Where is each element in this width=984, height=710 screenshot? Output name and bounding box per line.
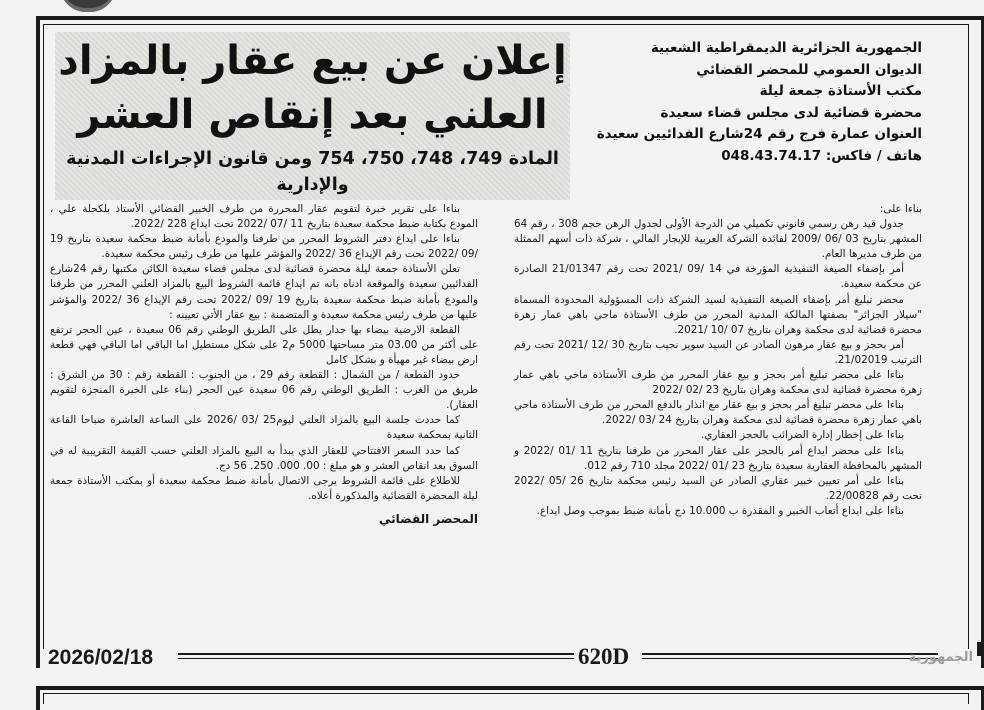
signature: المحضر القضائي: [378, 511, 478, 526]
paragraph: جدول قيد رهن رسمي قانوني تكميلي من الدرجة الأولى لجدول الرهن حجم 308 ، رقم 64 المشهر بتاريخ 03 /06 /2009 لفائدة الشركة العربية للإيجار المالي ، شركة ذات أسهم الممثلة من طرف مديرها العام.: [514, 218, 922, 261]
title-line-1: إعلان عن بيع عقار بالمزاد: [58, 38, 567, 84]
paragraph: أمر بحجز و بيع عقار مرهون الصادر عن السيد سوير نجيب بتاريخ 30 /12 /2021 تحت رقم الترتيب 21/02019.: [514, 338, 922, 366]
paragraph: كما حدد السعر الافتتاحي للعقار الذي يبدأ به البيع بالمزاد العلني حسب القيمة التقريبية له في السوق بعد انقاص العشر و هو مبلغ : 00. 000. 250. 56 دج.: [50, 444, 478, 472]
header-line: العنوان عمارة فرج رقم 24شارع الفدائيين سعيدة: [596, 126, 922, 142]
publication-date: 2026/02/18: [48, 646, 154, 669]
header-line: الديوان العمومي للمحضر القضائي: [696, 61, 922, 78]
paragraph: بناءا على محضر تبليغ أمر بحجز و بيع عقار المحرر من طرف الأستاذة ماحي باهي عمار زهرة محضرة قضائية لدى محكمة وهران بتاريخ 23 /02 /2022: [514, 369, 922, 397]
frame-corner-right: [977, 642, 981, 656]
paragraph: تعلن الأستاذة جمعة ليلة محضرة قضائية لدى مجلس قضاء سعيدة الكائن مكتبها رقم 24شارع الفدائيين سعيدة والموقعة ادناه بانه تم ايداع قائمة الشروط البيع بالمزاد العلني المحرر من طرفنا والمودع بأمانة ضبط محكمة سعيدة بتاريخ 19 /09 /2022 تحت رقم الإيداع 36 /2022 والمؤشر عليها من طرف رئيس محكمة سعيدة و المتضمنة : بيع عقار الأتي تعيينه :: [50, 263, 478, 321]
paragraph: بناءا على إخطار إدارة الضرائب بالحجز العقاري.: [700, 429, 904, 442]
frame-corner-left: [36, 642, 40, 656]
paragraph: القطعة الارضية بيضاء بها جدار يطل على الطريق الوطني رقم 06 سعيدة ، عين الحجر ترتفع على أكثر من 03.00 متر مساحتها 5000 م2 على شكل مستطيل اما الباقي اما الباقي فهي قطعة ارض بيضاء غير مهيأة و بشكل كامل: [50, 323, 478, 366]
paragraph: محضر تبليغ أمر بإضفاء الصيغة التنفيذية لسيد الشركة ذات المسؤولية المحدودة المسماة "سيلار الجزائر" بصفتها المالكة المدنية المحرر من طرف الأستاذة ماحي باهي عمار زهرة محضرة قضائية لدى محكمة وهران بتاريخ 07 /10 /2021.: [514, 293, 922, 336]
paragraph: للاطلاع على قائمة الشروط يرجى الاتصال بأمانة ضبط محكمة سعيدة أو بمكتب الأستاذة جمعة ليلة المحضرة القضائية والمذكورة أعلاه.: [50, 474, 478, 502]
header-line: الجمهورية الجزائرية الديمقراطية الشعبية: [650, 40, 922, 56]
announcement-code: 620D: [578, 644, 630, 669]
paragraph: أمر بإضفاء الصيغة التنفيذية المؤرخة في 14 /09 /2021 تحت رقم 21/01347 الصادرة عن محكمة سعيدة.: [514, 263, 922, 291]
paragraph: بناءا على محضر ايداع أمر بالحجز على عقار المحرر من طرفنا بتاريخ 11 /01 /2022 و المشهر بالمحافظة العقارية سعيدة بتاريخ 23 /01 /2022 مجلد 710 رقم 012.: [514, 444, 922, 472]
footer-rule: [178, 653, 574, 659]
header-line: محضرة قضائية لدى مجلس قضاء سعيدة: [660, 104, 922, 121]
right-column: [514, 202, 922, 519]
announcement-title-box: [55, 32, 570, 200]
paragraph: بناءا على ايداع دفتر الشروط المحرر من طرفنا والمودع بأمانة ضبط محكمة سعيدة بتاريخ 19 /09 /2022 تحت رقم الإيداع 36 /2022 والمؤشر عليها من طرف رئيس محكمة سعيدة.: [50, 233, 478, 261]
title-line-2: العلني بعد إنقاص العشر: [77, 92, 548, 138]
page-footer: [36, 644, 981, 670]
title-subtitle: المادة 749، 748، 750، 754 ومن قانون الإجراءات المدنية والإدارية: [66, 149, 559, 195]
paragraph: بناءا على أمر تعيين خبير عقاري الصادر عن السيد رئيس محكمة بتاريخ 26 /05 /2022 تحت رقم 22/00828.: [514, 474, 922, 502]
section-heading: بناءا على:: [879, 203, 922, 215]
newspaper-logo-icon: [60, 0, 116, 12]
newspaper-brand: الجمهورية: [908, 650, 973, 665]
paragraph: حدود القطعة / من الشمال : القطعة رقم 29 ، من الجنوب : القطعة رقم : 30 من الشرق : طريق من الغرب : الطريق الوطني رقم 06 سعيدة عين الحجر (بناء على الخبرة المنجزة لتقويم العقار).: [50, 369, 478, 412]
header-line: هاتف / فاكس: 048.43.74.17: [721, 147, 922, 164]
paragraph: بناءا على محضر تبليغ أمر بحجز و بيع عقار مع انذار بالدفع المحرر من طرف الأستاذة ماحي باهي عمار زهرة محضرة قضائية لدى محكمة وهران بتاريخ 24 /03 /2022.: [514, 399, 922, 427]
header-line: مكتب الأستاذة جمعة ليلة: [759, 83, 922, 99]
next-announcement-frame-inner: [43, 693, 969, 704]
paragraph: بناءا على ايداع أتعاب الخبير و المقدرة ب 10.000 دج بأمانة ضبط بموجب وصل ايداع.: [536, 504, 904, 517]
footer-rule: [642, 653, 938, 659]
paragraph: كما حددت جلسة البيع بالمزاد العلني ليوم25 /03 /2026 على الساعة العاشرة صباحا القاعة الثانية بمحكمة سعيدة: [50, 414, 478, 442]
issuer-header: [572, 38, 922, 167]
paragraph: بناءا على تقرير خبرة لتقويم عقار المحررة من طرف الخبير القضائي الأستاذ بلكحلة علي ، المودع بكتابة ضبط محكمة سعيدة بتاريخ 11 /07 /2022 تحت ايداع 228 /2022.: [50, 203, 478, 231]
left-column: [50, 202, 478, 527]
